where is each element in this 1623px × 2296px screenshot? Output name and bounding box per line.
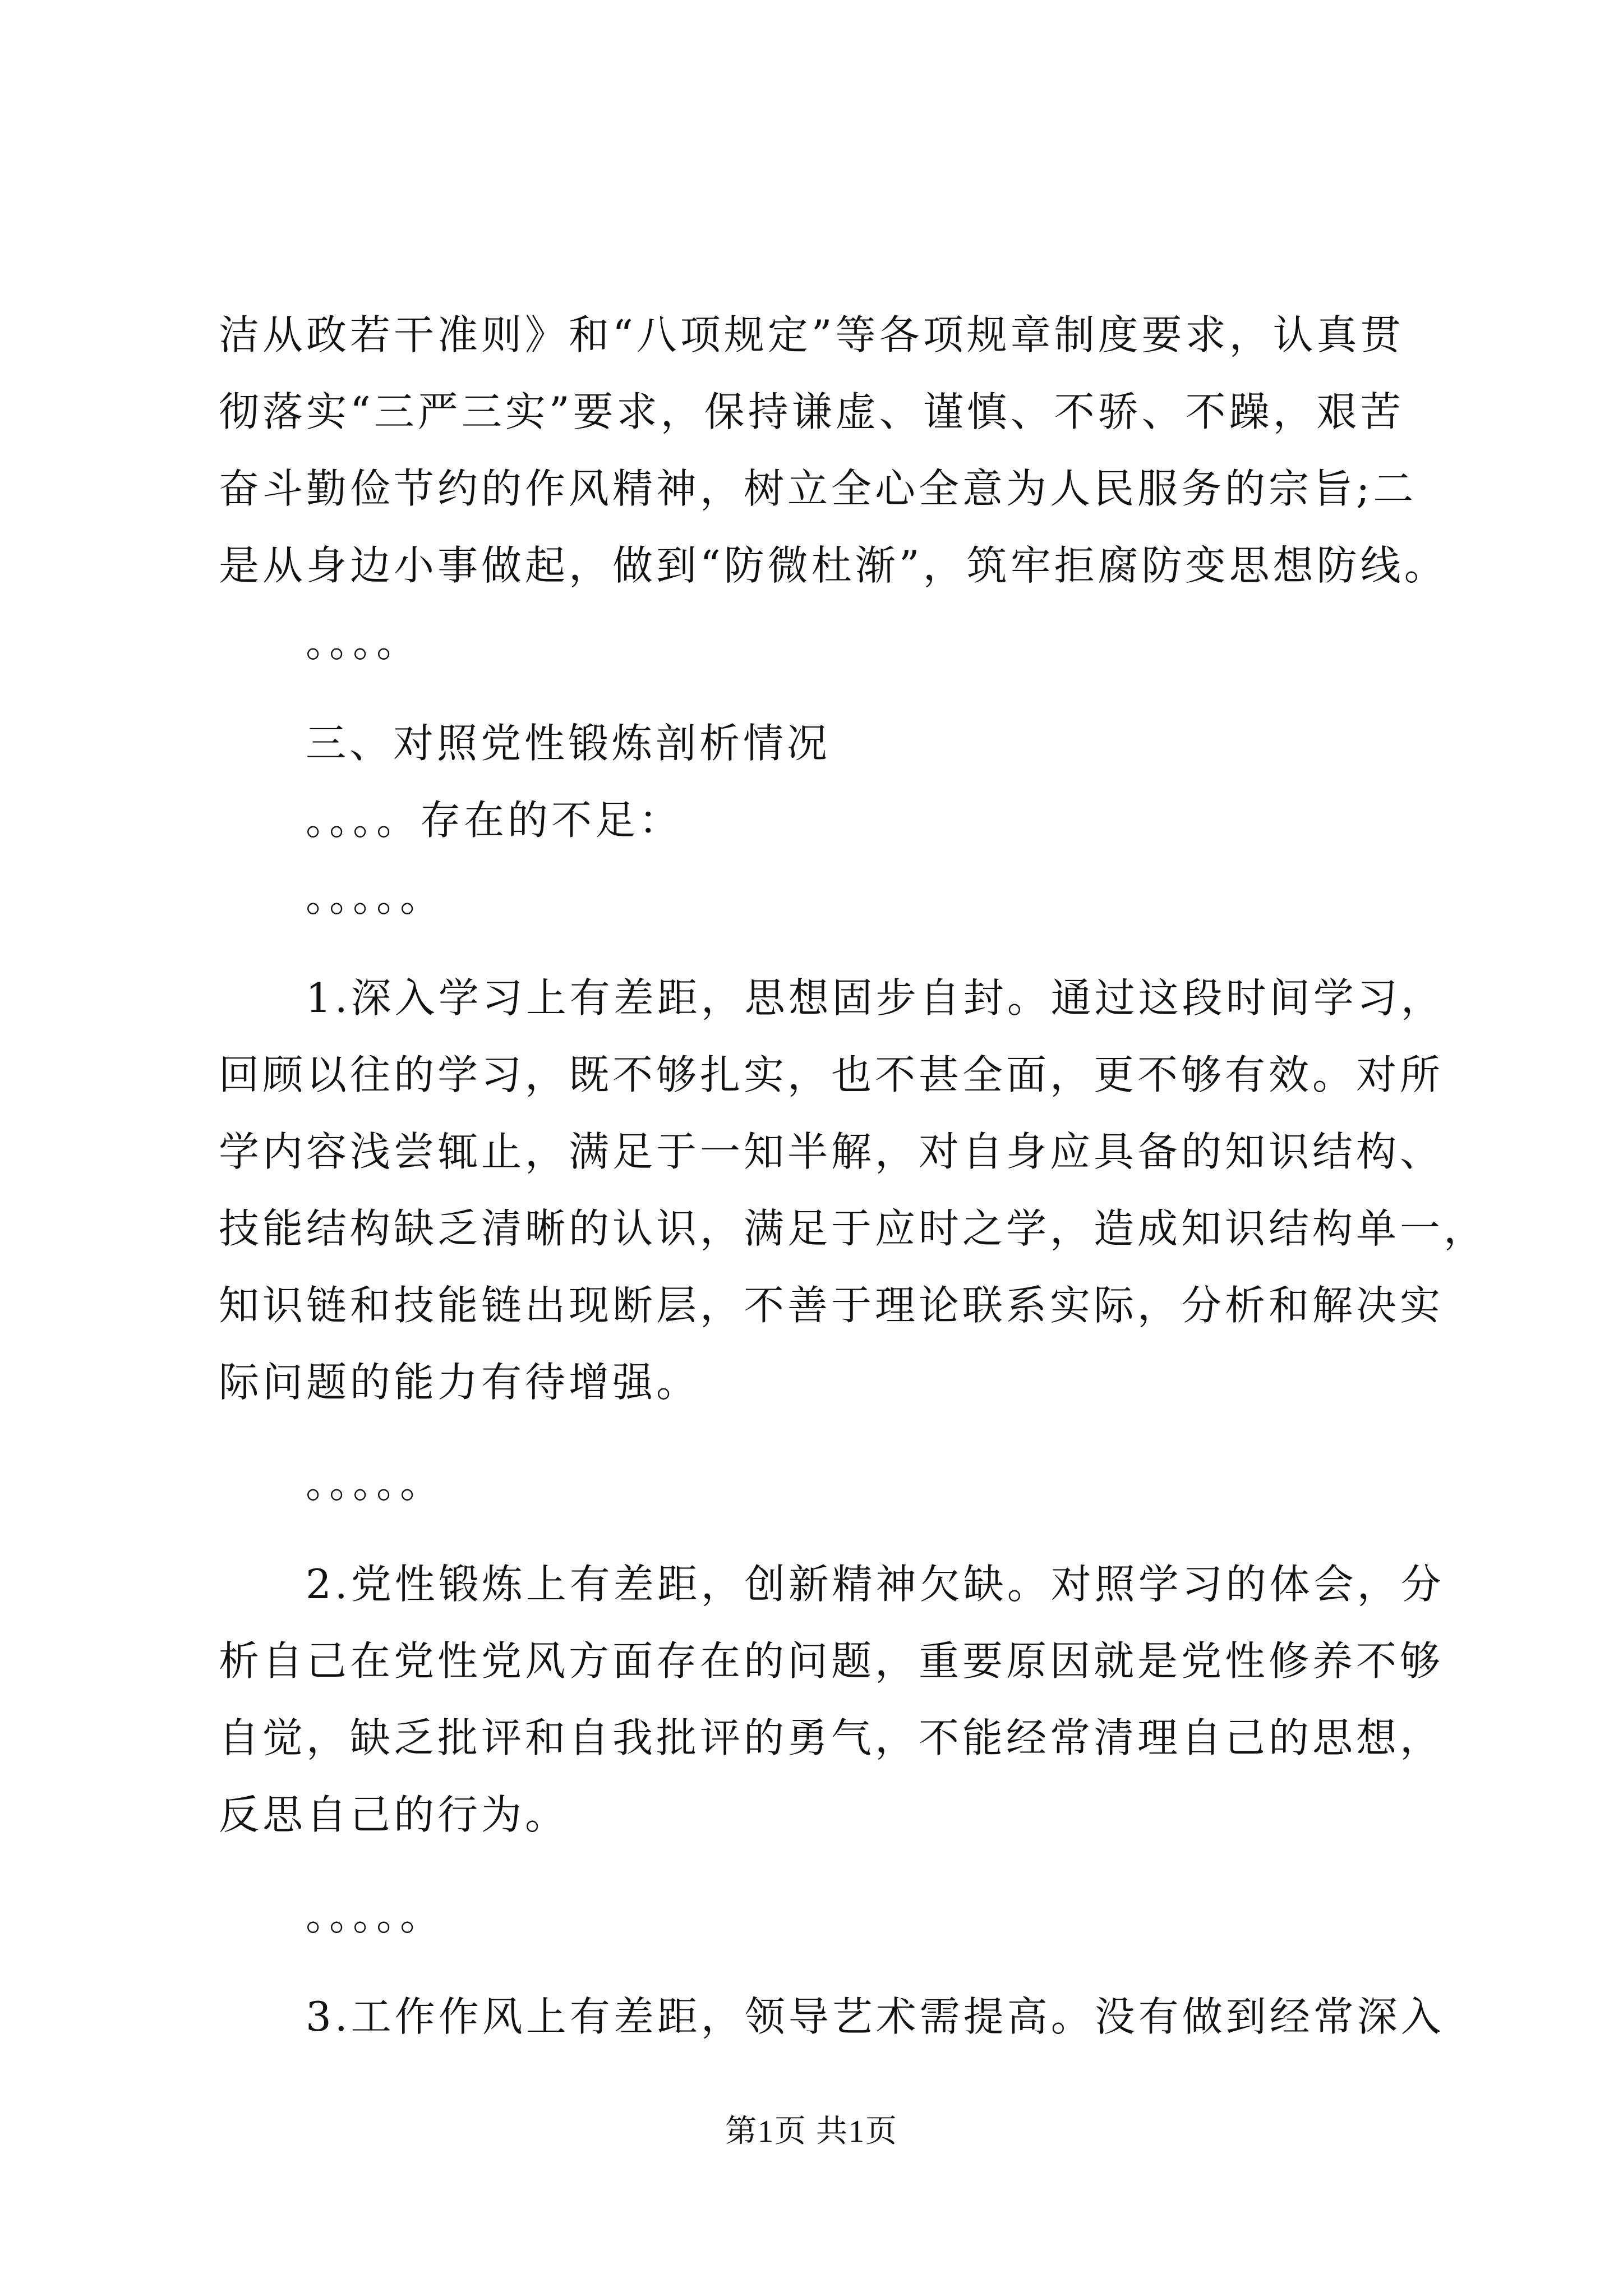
section-heading: 三、对照党性锻炼剖析情况 (306, 720, 831, 767)
page-footer: 第1页 共1页 (725, 2114, 898, 2149)
text-line: 是从身边小事做起，做到“防微杜渐”，筑牢拒腐防变思想防线。 (219, 542, 1448, 589)
text-line: 学内容浅尝辄止，满足于一知半解，对自身应具备的知识结构、 (219, 1128, 1444, 1175)
text-line: 自觉，缺乏批评和自我批评的勇气，不能经常清理自己的思想， (219, 1714, 1444, 1761)
text-line: 技能结构缺乏清晰的认识，满足于应时之学，造成知识结构单一， (219, 1205, 1488, 1252)
separator-dots: 。。。。。 (306, 1892, 444, 1939)
text-line: 3.工作作风上有差距，领导艺术需提高。没有做到经常深入 (306, 1993, 1445, 2040)
text-line: 析自己在党性党风方面存在的问题，重要原因就是党性修养不够 (219, 1637, 1444, 1685)
text-line: 彻落实“三严三实”要求，保持谦虚、谨慎、不骄、不躁，艰苦 (219, 388, 1404, 435)
text-line: 奋斗勤俭节约的作风精神，树立全心全意为人民服务的宗旨;二 (219, 465, 1417, 512)
text-line: 洁从政若干准则》和“八项规定”等各项规章制度要求，认真贯 (219, 311, 1404, 358)
subheading: 。。。。存在的不足： (306, 797, 683, 844)
text-line: 反思自己的行为。 (219, 1791, 569, 1838)
text-line: 知识链和技能链出现断层，不善于理论联系实际，分析和解决实 (219, 1282, 1444, 1329)
text-line: 2.党性锻炼上有差距，创新精神欠缺。对照学习的体会，分 (306, 1561, 1445, 1608)
text-line: 回顾以往的学习，既不够扎实，也不甚全面，更不够有效。对所 (219, 1051, 1444, 1098)
text-line: 1.深入学习上有差距，思想固步自封。通过这段时间学习， (306, 974, 1445, 1022)
separator-dots: 。。。。 (306, 619, 421, 666)
separator-dots: 。。。。。 (306, 1460, 444, 1507)
text-line: 际问题的能力有待增强。 (219, 1359, 700, 1406)
separator-dots: 。。。。。 (306, 873, 444, 921)
